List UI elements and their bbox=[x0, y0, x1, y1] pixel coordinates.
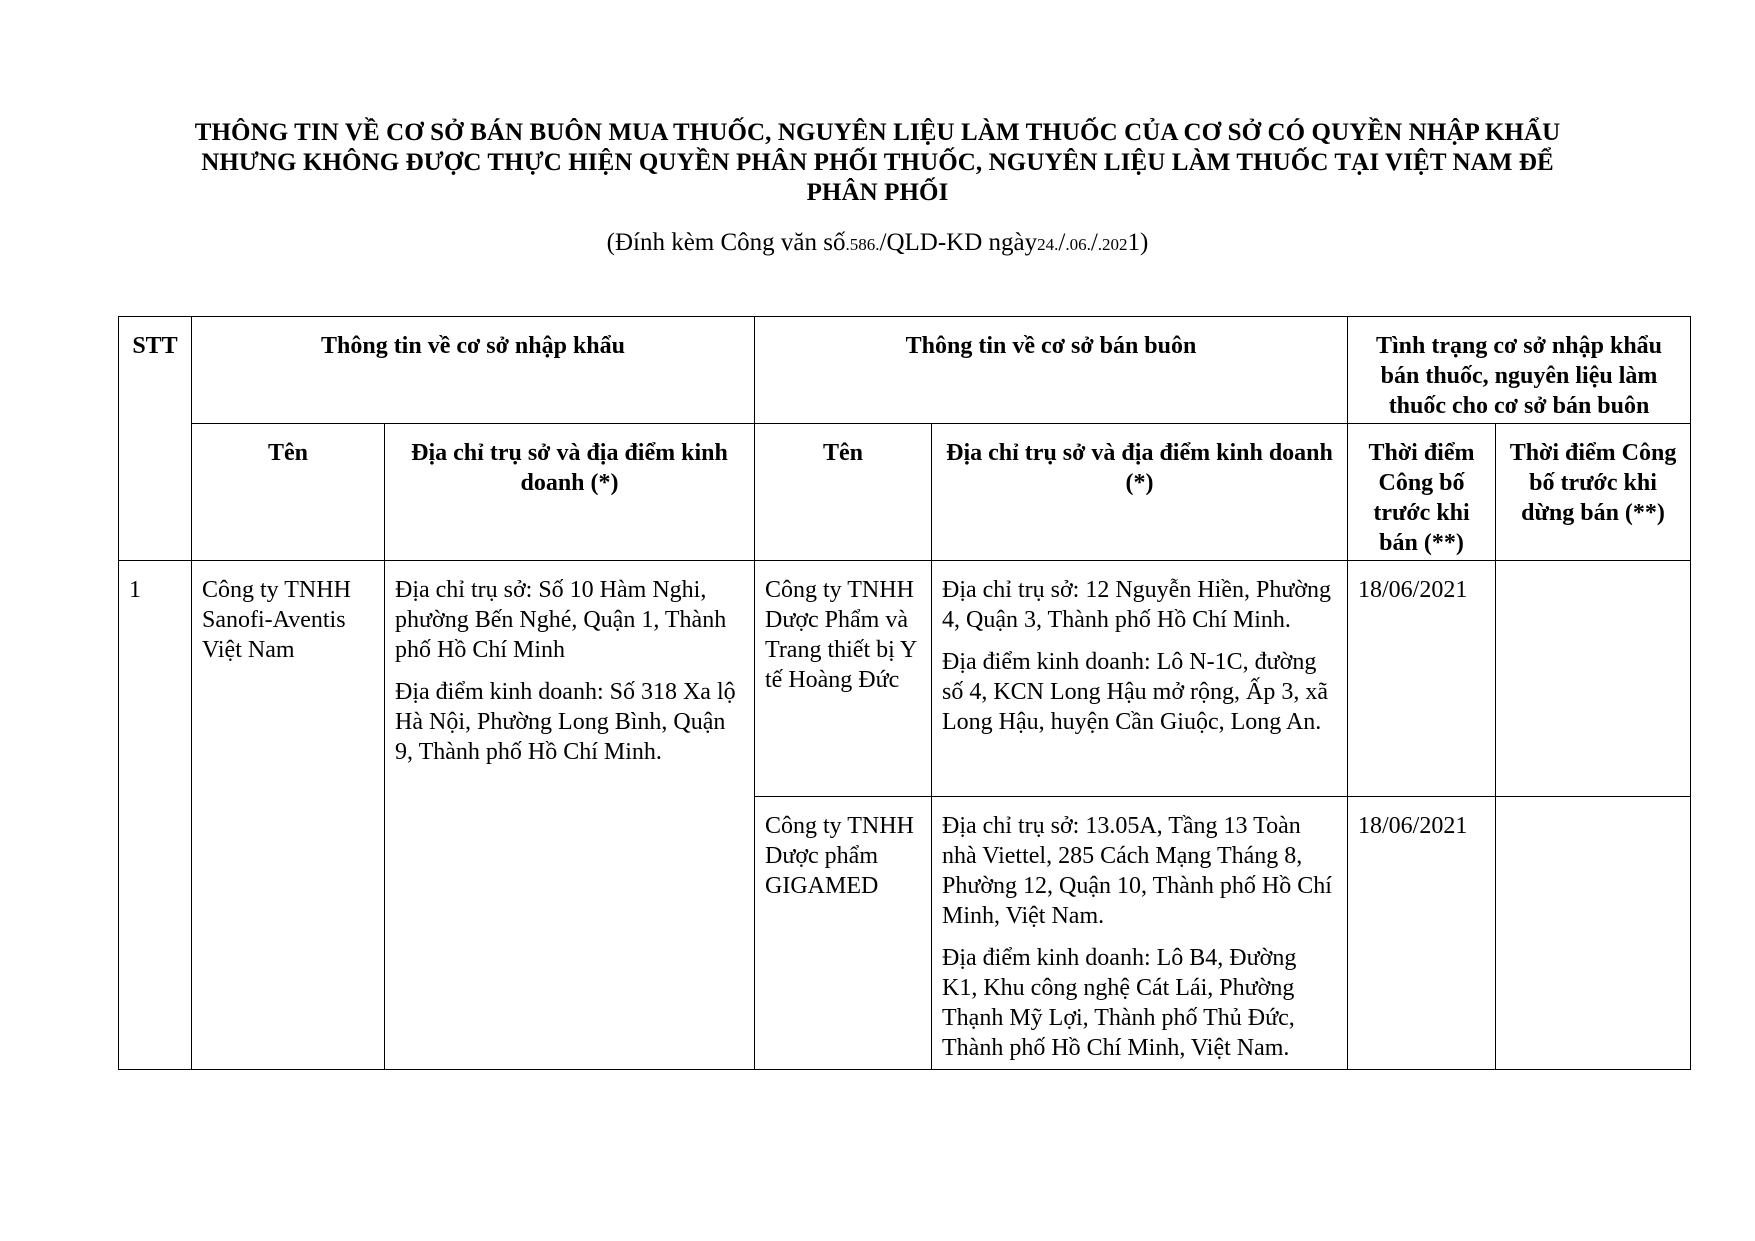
date-separator-1: / bbox=[1058, 229, 1066, 256]
doc-month: .06. bbox=[1065, 235, 1091, 254]
importer-business: Địa điểm kinh doanh: Số 318 Xa lộ Hà Nội, Phường Long Bình, Quận 9, Thành phố Hồ Chí Minh. bbox=[395, 679, 736, 765]
stop-time bbox=[1496, 797, 1691, 1070]
subtitle-prefix: (Đính kèm Công văn số bbox=[606, 229, 846, 256]
wholesaler-hq: Địa chỉ trụ sở: 12 Nguyễn Hiền, Phường 4, Quận 3, Thành phố Hồ Chí Minh. bbox=[942, 577, 1332, 633]
title-line-2: NHƯNG KHÔNG ĐƯỢC THỰC HIỆN QUYỀN PHÂN PHỐI THUỐC, NGUYÊN LIỆU LÀM THUỐC TẠI VIỆT NAM ĐỂ bbox=[201, 149, 1554, 176]
header-row-2 bbox=[119, 424, 1691, 561]
document-title bbox=[100, 118, 1655, 208]
document-subtitle bbox=[100, 228, 1655, 260]
header-wholesaler: Thông tin về cơ sở bán buôn bbox=[755, 317, 1348, 424]
start-time: 18/06/2021 bbox=[1348, 561, 1496, 797]
doc-day: 24. bbox=[1037, 235, 1059, 254]
wholesaler-business: Địa điểm kinh doanh: Lô N-1C, đường số 4, KCN Long Hậu mở rộng, Ấp 3, xã Long Hậu, huyện Cần Giuộc, Long An. bbox=[942, 649, 1328, 735]
header-wholesaler-name: Tên bbox=[755, 424, 932, 561]
importer-address bbox=[385, 561, 755, 1070]
wholesaler-business: Địa điểm kinh doanh: Lô B4, Đường K1, Khu công nghệ Cát Lái, Phường Thạnh Mỹ Lợi, Thành phố Thủ Đức, Thành phố Hồ Chí Minh, Việt Nam. bbox=[942, 945, 1297, 1061]
doc-number: .586. bbox=[845, 235, 880, 254]
header-start-time: Thời điểm Công bố trước khi bán (**) bbox=[1348, 424, 1496, 561]
table-row bbox=[119, 561, 1691, 797]
date-separator-2: / bbox=[1090, 229, 1098, 256]
wholesaler-name: Công ty TNHH Dược Phẩm và Trang thiết bị Y tế Hoàng Đức bbox=[755, 561, 932, 797]
header-importer-name: Tên bbox=[192, 424, 385, 561]
importer-name: Công ty TNHH Sanofi-Aventis Việt Nam bbox=[192, 561, 385, 1070]
header-stop-time: Thời điểm Công bố trước khi dừng bán (**) bbox=[1496, 424, 1691, 561]
title-line-1: THÔNG TIN VỀ CƠ SỞ BÁN BUÔN MUA THUỐC, NGUYÊN LIỆU LÀM THUỐC CỦA CƠ SỞ CÓ QUYỀN NHẬP KHẨU bbox=[194, 119, 1561, 146]
header-status: Tình trạng cơ sở nhập khẩu bán thuốc, nguyên liệu làm thuốc cho cơ sở bán buôn bbox=[1348, 317, 1691, 424]
row-stt: 1 bbox=[119, 561, 192, 1070]
header-importer-address: Địa chỉ trụ sở và địa điểm kinh doanh (*) bbox=[385, 424, 755, 561]
stop-time bbox=[1496, 561, 1691, 797]
wholesaler-hq: Địa chỉ trụ sở: 13.05A, Tầng 13 Toàn nhà Viettel, 285 Cách Mạng Tháng 8, Phường 12, Quận 10, Thành phố Hồ Chí Minh, Việt Nam. bbox=[942, 813, 1332, 929]
importer-hq: Địa chỉ trụ sở: Số 10 Hàm Nghi, phường Bến Nghé, Quận 1, Thành phố Hồ Chí Minh bbox=[395, 577, 727, 663]
subtitle-middle: /QLD-KD ngày bbox=[879, 229, 1038, 256]
header-importer: Thông tin về cơ sở nhập khẩu bbox=[192, 317, 755, 424]
wholesaler-address bbox=[932, 561, 1348, 797]
doc-year: .202 bbox=[1097, 235, 1128, 254]
header-row-1 bbox=[119, 317, 1691, 424]
info-table bbox=[118, 316, 1691, 1070]
start-time: 18/06/2021 bbox=[1348, 797, 1496, 1070]
title-line-3: PHÂN PHỐI bbox=[806, 179, 949, 206]
header-stt: STT bbox=[119, 317, 192, 561]
wholesaler-address bbox=[932, 797, 1348, 1070]
subtitle-suffix: 1) bbox=[1127, 229, 1149, 256]
header-wholesaler-address: Địa chỉ trụ sở và địa điểm kinh doanh (*) bbox=[932, 424, 1348, 561]
wholesaler-name: Công ty TNHH Dược phẩm GIGAMED bbox=[755, 797, 932, 1070]
